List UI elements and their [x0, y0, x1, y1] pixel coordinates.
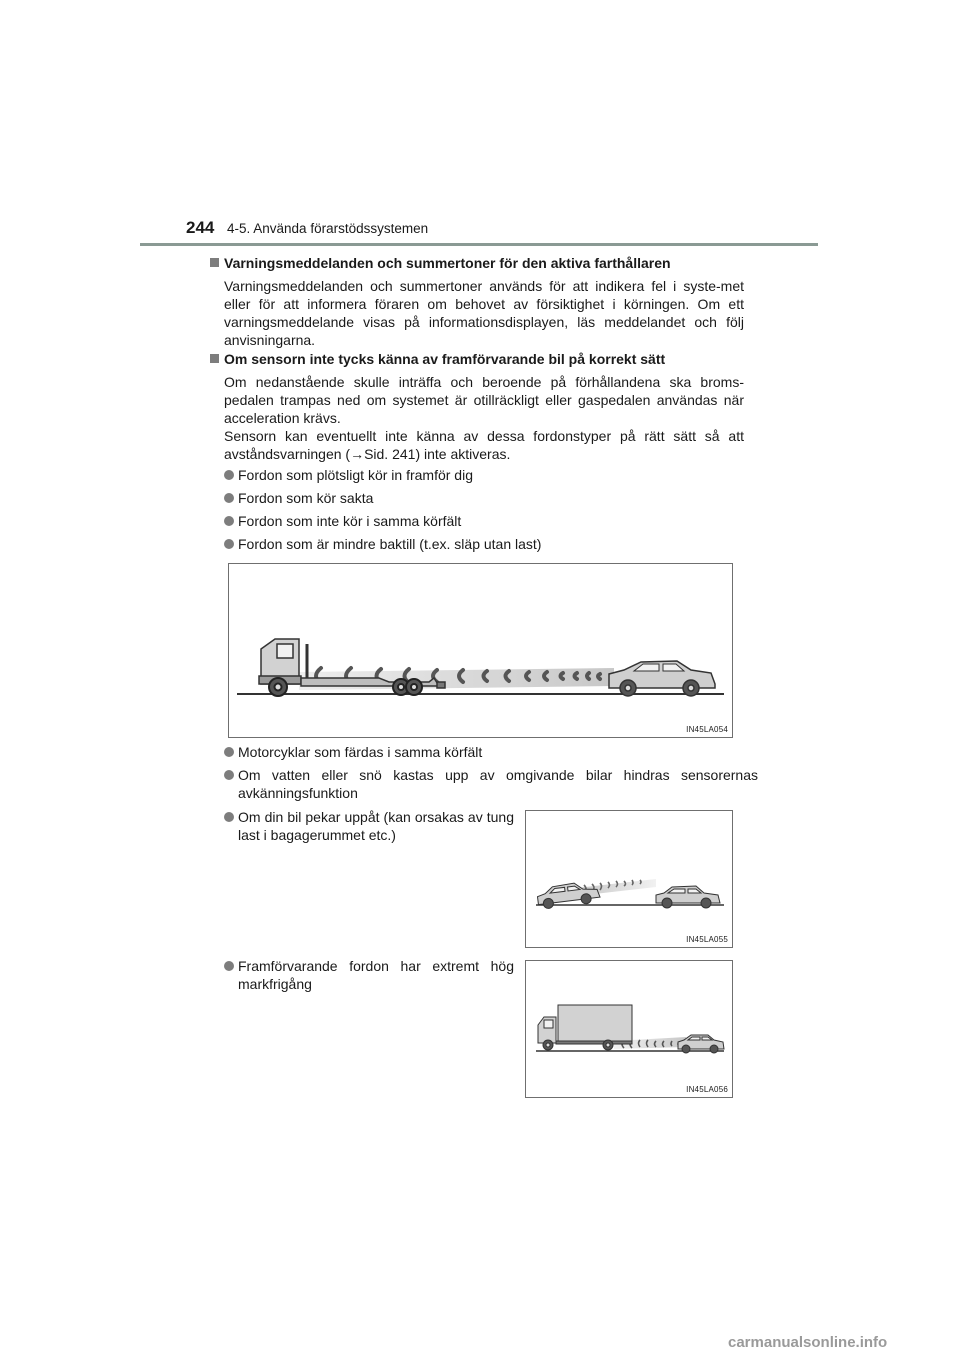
page-number: 244 [186, 218, 215, 237]
square-bullet-icon [210, 354, 219, 363]
header-rule [140, 243, 818, 246]
list-item: Fordon som inte kör i samma körfält [224, 512, 758, 530]
bullet-dot-icon [224, 470, 234, 480]
section-sensor-detection [210, 350, 744, 463]
high-clearance-illustration [526, 961, 732, 1097]
truck-cab [259, 639, 307, 684]
list-item: Fordon som kör sakta [224, 489, 758, 507]
watermark: carmanualsonline.info [728, 1334, 888, 1351]
list-item: Framförvarande fordon har extremt hög markfrigång [224, 957, 514, 993]
section-heading [210, 254, 744, 272]
bullet-dot-icon [224, 493, 234, 503]
figure-car-pointing-up [525, 810, 733, 948]
sedan-car [609, 661, 715, 696]
section-heading-text: Om sensorn inte tycks känna av framförvarande bil på korrekt sätt [224, 351, 666, 367]
pointing-up-illustration [526, 811, 732, 947]
paragraph: Om nedanstående skulle inträffa och beroende på förhållandena ska broms-pedalen trampas ned om systemet är otillräckligt eller gaspedalen användas när acceleration krävs. [224, 374, 744, 426]
section-heading [210, 350, 744, 368]
bullet-dot-icon [224, 516, 234, 526]
section-heading-text: Varningsmeddelanden och summertoner för den aktiva farthållaren [224, 255, 671, 271]
chapter-title: 4-5. Använda förarstödssystemen [227, 221, 429, 236]
bullet-dot-icon [224, 747, 234, 757]
figure-high-clearance [525, 960, 733, 1098]
paragraph: Varningsmeddelanden och summertoner används för att indikera fel i syste-met eller för att informera föraren om behovet av försiktighet i körningen. Om ett varningsmeddelande visas på informationsdisplayen, läs meddelandet och följ anvisningarna. [224, 278, 744, 348]
figure-id: IN45LA056 [686, 1085, 728, 1094]
list-item: Om din bil pekar uppåt (kan orsakas av tung last i bagagerummet etc.) [224, 808, 514, 844]
bullet-dot-icon [224, 539, 234, 549]
bullet-dot-icon [224, 770, 234, 780]
bullet-dot-icon [224, 812, 234, 822]
list-item: Fordon som är mindre baktill (t.ex. släp utan last) [224, 535, 758, 553]
list-item: Motorcyklar som färdas i samma körfält [224, 743, 758, 761]
paragraph: Sensorn kan eventuellt inte känna av dessa fordonstyper på rätt sätt så att avståndsvarningen (→Sid. 241) inte aktiveras. [224, 428, 744, 462]
list-item: Om vatten eller snö kastas upp av omgivande bilar hindras sensorernas avkänningsfunktion [224, 766, 758, 802]
figure-id: IN45LA054 [686, 725, 728, 734]
bullet-dot-icon [224, 961, 234, 971]
section-warning-messages [210, 254, 744, 349]
figure-id: IN45LA055 [686, 935, 728, 944]
figure-empty-trailer [228, 563, 733, 738]
square-bullet-icon [210, 258, 219, 267]
trailer-illustration [229, 564, 732, 737]
list-item: Fordon som plötsligt kör in framför dig [224, 466, 758, 484]
